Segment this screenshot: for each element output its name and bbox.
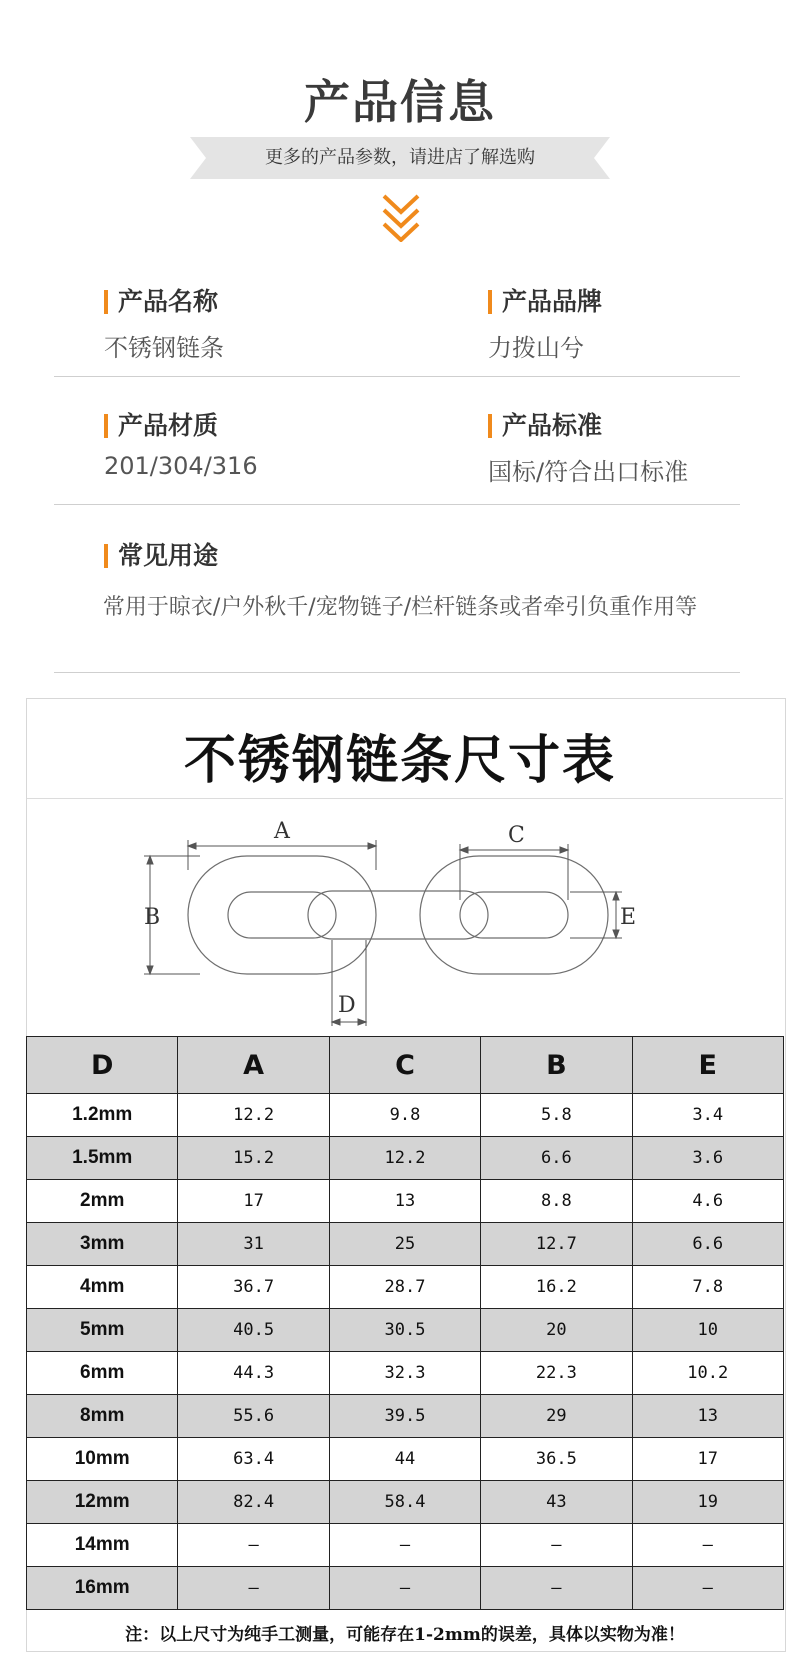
column-header-c: C [329, 1037, 480, 1094]
column-header-b: B [481, 1037, 632, 1094]
dimension-label-e: E [620, 905, 637, 930]
dimension-cell: 82.4 [178, 1481, 329, 1524]
dimension-label-b: B [144, 905, 161, 930]
product-brand-block [488, 286, 602, 363]
chain-diameter-cell: 1.5mm [27, 1137, 178, 1180]
chain-diameter-cell: 12mm [27, 1481, 178, 1524]
dimension-cell: 10 [632, 1309, 783, 1352]
product-material-label: 产品材质 [104, 410, 258, 442]
dimension-cell: 10.2 [632, 1352, 783, 1395]
chain-diameter-cell: 3mm [27, 1223, 178, 1266]
dimension-cell: 39.5 [329, 1395, 480, 1438]
double-chevron-down-icon [380, 190, 422, 242]
product-brand-label: 产品品牌 [488, 286, 602, 318]
dimension-cell: 30.5 [329, 1309, 480, 1352]
dimension-cell: 43 [481, 1481, 632, 1524]
dimension-cell: 63.4 [178, 1438, 329, 1481]
dimension-cell: 16.2 [481, 1266, 632, 1309]
product-name-label: 产品名称 [104, 286, 224, 318]
dimension-cell: 17 [632, 1438, 783, 1481]
dimension-cell: 3.6 [632, 1137, 783, 1180]
dimension-cell: — [481, 1524, 632, 1567]
table-row [27, 1223, 784, 1266]
subtitle-text: 更多的产品参数，请进店了解选购 [265, 147, 535, 168]
dimension-cell: 8.8 [481, 1180, 632, 1223]
dimension-cell: 36.7 [178, 1266, 329, 1309]
table-header-row [27, 1037, 784, 1094]
dimension-cell: 29 [481, 1395, 632, 1438]
dimension-cell: 19 [632, 1481, 783, 1524]
dimension-cell: — [632, 1524, 783, 1567]
chain-diameter-cell: 10mm [27, 1438, 178, 1481]
dimension-cell: 58.4 [329, 1481, 480, 1524]
chain-diameter-cell: 6mm [27, 1352, 178, 1395]
dimension-cell: 32.3 [329, 1352, 480, 1395]
divider [54, 672, 740, 673]
chain-diameter-cell: 2mm [27, 1180, 178, 1223]
dimension-cell: 6.6 [481, 1137, 632, 1180]
chain-diameter-cell: 4mm [27, 1266, 178, 1309]
chain-diameter-cell: 1.2mm [27, 1094, 178, 1137]
dimension-cell: 28.7 [329, 1266, 480, 1309]
measurement-note: 注：以上尺寸为纯手工测量，可能存在1-2mm的误差，具体以实物为准！ [125, 1625, 685, 1645]
usage-value: 常用于晾衣/户外秋千/宠物链子/栏杆链条或者牵引负重作用等 [102, 595, 698, 620]
chain-diameter-cell: 16mm [27, 1567, 178, 1610]
chain-link-right [420, 856, 608, 974]
dimension-label-d: D [338, 993, 356, 1018]
table-row [27, 1524, 784, 1567]
dimension-cell: 36.5 [481, 1438, 632, 1481]
dimension-cell: 13 [632, 1395, 783, 1438]
size-table-title: 不锈钢链条尺寸表 [183, 731, 616, 791]
dimension-cell: — [178, 1567, 329, 1610]
dimension-cell: 7.8 [632, 1266, 783, 1309]
table-row [27, 1438, 784, 1481]
product-material-value: 201/304/316 [104, 452, 258, 480]
table-row [27, 1137, 784, 1180]
dimension-cell: 44.3 [178, 1352, 329, 1395]
table-row [27, 1094, 784, 1137]
product-name-block [104, 286, 224, 363]
table-row [27, 1481, 784, 1524]
dimension-label-c: C [508, 823, 525, 848]
table-row [27, 1309, 784, 1352]
dimension-cell: 12.7 [481, 1223, 632, 1266]
usage-block [104, 540, 218, 572]
dimension-cell: 12.2 [329, 1137, 480, 1180]
dimension-cell: — [481, 1567, 632, 1610]
dimension-label-a: A [274, 819, 290, 844]
column-header-e: E [632, 1037, 783, 1094]
chain-link-middle [308, 891, 488, 939]
dimension-cell: 5.8 [481, 1094, 632, 1137]
dimension-cell: 40.5 [178, 1309, 329, 1352]
dimension-cell: — [329, 1567, 480, 1610]
page-title: 产品信息 [304, 75, 496, 129]
dimension-cell: — [178, 1524, 329, 1567]
dimension-cell: 15.2 [178, 1137, 329, 1180]
dimension-cell: 20 [481, 1309, 632, 1352]
dimension-cell: 22.3 [481, 1352, 632, 1395]
dimension-cell: 6.6 [632, 1223, 783, 1266]
dimension-cell: 12.2 [178, 1094, 329, 1137]
chain-dimension-diagram [130, 800, 690, 1030]
product-name-value: 不锈钢链条 [104, 334, 224, 362]
table-row [27, 1352, 784, 1395]
column-header-d: D [27, 1037, 178, 1094]
divider [54, 504, 740, 505]
divider [27, 798, 783, 799]
dimension-cell: 31 [178, 1223, 329, 1266]
product-standard-block [488, 410, 688, 487]
dimension-cell: 55.6 [178, 1395, 329, 1438]
chain-diameter-cell: 5mm [27, 1309, 178, 1352]
dimension-cell: 25 [329, 1223, 480, 1266]
product-brand-value: 力拨山兮 [488, 334, 584, 362]
table-row [27, 1395, 784, 1438]
dimension-cell: 3.4 [632, 1094, 783, 1137]
usage-label: 常见用途 [104, 540, 218, 572]
dimension-cell: — [329, 1524, 480, 1567]
divider [54, 376, 740, 377]
table-row [27, 1567, 784, 1610]
product-standard-label: 产品标准 [488, 410, 688, 442]
dimension-cell: 13 [329, 1180, 480, 1223]
dimension-cell: 9.8 [329, 1094, 480, 1137]
table-row [27, 1180, 784, 1223]
product-material-block [104, 410, 258, 480]
dimension-cell: 4.6 [632, 1180, 783, 1223]
column-header-a: A [178, 1037, 329, 1094]
chain-diameter-cell: 14mm [27, 1524, 178, 1567]
chain-link-left [188, 856, 376, 974]
table-row [27, 1266, 784, 1309]
chain-diameter-cell: 8mm [27, 1395, 178, 1438]
dimension-cell: 17 [178, 1180, 329, 1223]
product-standard-value: 国标/符合出口标准 [488, 458, 689, 486]
dimension-cell: — [632, 1567, 783, 1610]
size-table [26, 1036, 784, 1610]
dimension-cell: 44 [329, 1438, 480, 1481]
